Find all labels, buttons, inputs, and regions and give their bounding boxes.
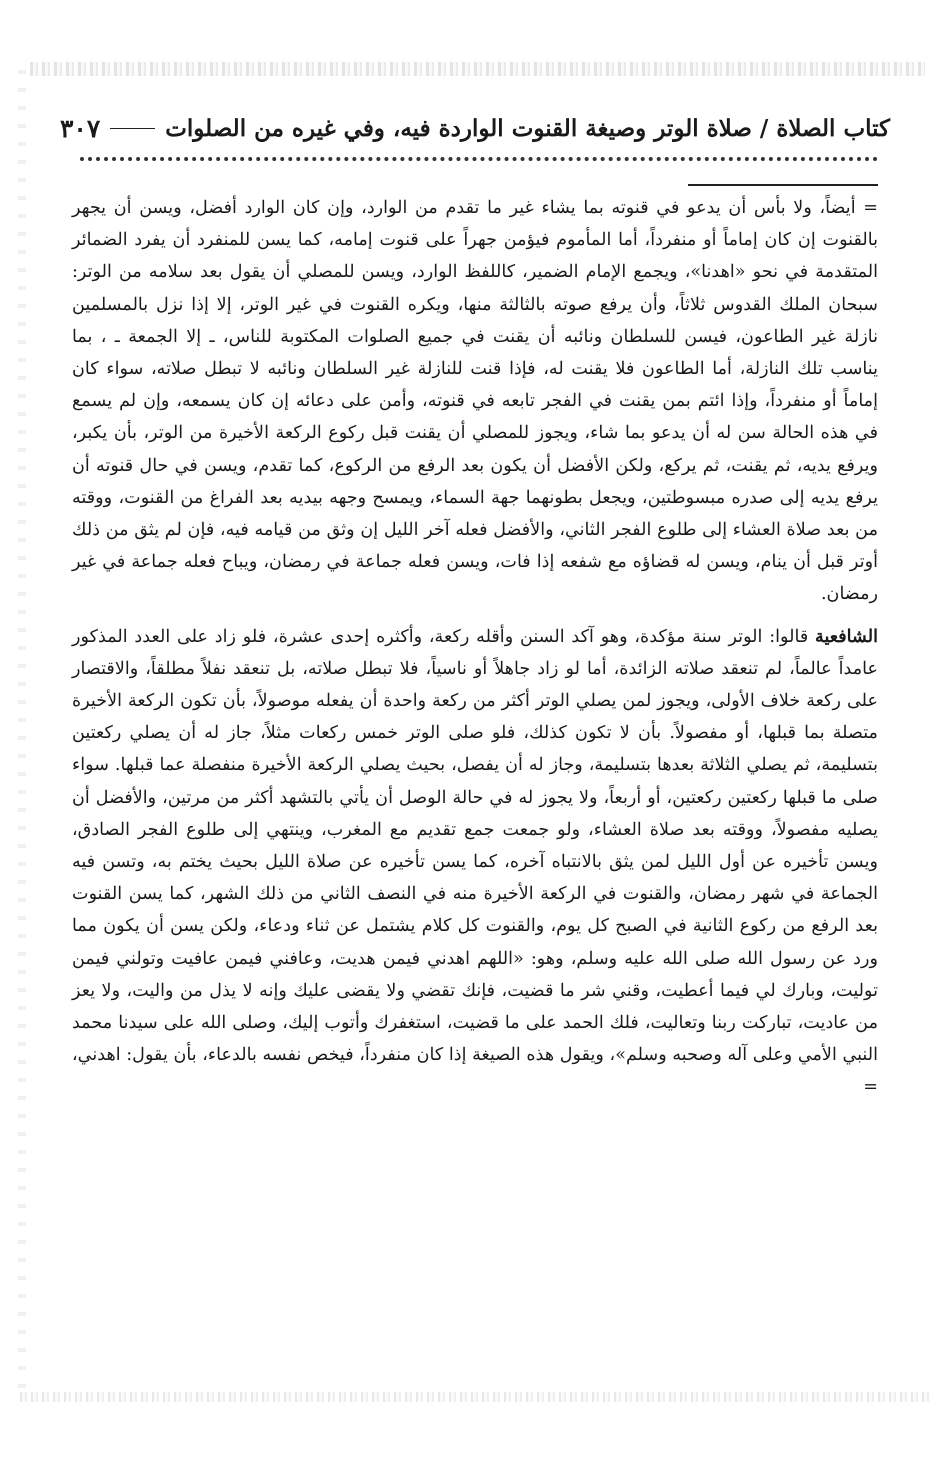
scan-noise-top: [30, 62, 925, 76]
footnote-rule: [688, 184, 878, 186]
page-header: [60, 108, 890, 148]
paragraph-text: قالوا: الوتر سنة مؤكدة، وهو آكد السنن وأقله ركعة، وأكثره إحدى عشرة، فلو زاد على العدد المذكور عامداً عالماً، لم تنعقد صلاته الزائدة، أما لو زاد جاهلاً أو ناسياً، فلا تبطل صلاته، بل تنعقد نفلاً مطلقاً، والاقتصار على ركعة خلاف الأولى، ويجوز لمن يصلي الوتر أكثر من ركعة واحدة أن يفعله موصولاً، بأن تكون الركعة الأخيرة متصلة بما قبلها، أو مفصولاً. بأن لا تكون كذلك، فلو صلى الوتر خمس ركعات مثلاً، جاز له أن يصلي ركعتين بتسليمة، ثم يصلي الثلاثة بعدها بتسليمة، وجاز له أن يفصل، بحيث يصلي الركعة الأخيرة منفصلة عما قبلها. سواء صلى ما قبلها ركعتين ركعتين، أو أربعاً، ولا يجوز له في حالة الوصل أن يأتي بالتشهد أكثر من مرتين، والأفضل أن يصليه مفصولاً، ووقته بعد صلاة العشاء، ولو جمعت جمع تقديم مع المغرب، وينتهي إلى طلوع الفجر الصادق، ويسن تأخيره عن أول الليل لمن يثق بالانتباه آخره، كما يسن تأخيره عن صلاة الليل بحيث يختم به، وتسن فيه الجماعة في شهر رمضان، والقنوت في الركعة الأخيرة منه في النصف الثاني من ذلك الشهر، كما يسن القنوت بعد الرفع من ركوع الثانية في الصبح كل يوم، والقنوت كل كلام يشتمل عن ثناء ودعاء، ولكن يسن أن يكون مما ورد عن رسول الله صلى الله عليه وسلم، وهو: «اللهم اهدني فيمن هديت، وعافني فيمن عافيت وتولني فيمن توليت، وبارك لي فيما أعطيت، وقني شر ما قضيت، فإنك تقضي ولا يقضى عليك وإنه لا يذل من واليت، ولا يعز من عاديت، تباركت ربنا وتعاليت، فلك الحمد على ما قضيت، استغفرك وأتوب إليك، وصلى الله على سيدنا محمد النبي الأمي وعلى آله وصحبه وسلم»، ويقول هذه الصيغة إذا كان منفرداً، فيخص نفسه بالدعاء، بأن يقول: اهدني، =: [72, 626, 878, 1098]
paragraph-continuation: [72, 192, 878, 611]
footnote-body: [72, 192, 878, 1104]
page-number: ٣٠٧: [60, 113, 101, 143]
paragraph-shafii: [72, 621, 878, 1104]
scan-noise-bottom: [20, 1392, 930, 1402]
dotted-separator: [80, 157, 878, 161]
paragraph-text: = أيضاً، ولا بأس أن يدعو في قنوته بما يشاء غير ما تقدم من الوارد، وإن كان الوارد أفضل، ويسن أن يجهر بالقنوت إن كان إماماً أو منفرداً، أما المأموم فيؤمن جهراً على قنوت إمامه، كما يسن للمنفرد أن يفرد الضمائر المتقدمة في نحو «اهدنا»، ويجمع الإمام الضمير، كاللفظ الوارد، ويسن للمصلي أن يقول بعد سلامه من الوتر: سبحان الملك القدوس ثلاثاً، وأن يرفع صوته بالثالثة منها، ويكره القنوت في غير الوتر، إلا إذا نزل بالمسلمين نازلة غير الطاعون، فيسن للسلطان ونائبه أن يقنت في جميع الصلوات المكتوبة للناس، ـ إلا الجمعة ـ ، بما يناسب تلك النازلة، أما الطاعون فلا يقنت له، فإذا قنت للنازلة غير السلطان ونائبه لا تبطل صلاته، سواء كان إماماً أو منفرداً، وإذا ائتم بمن يقنت في الفجر تابعه في قنوته، وأمن على دعائه إن كان يسمعه، وإن لم يسمع في هذه الحالة سن له أن يدعو بما شاء، ويجوز للمصلي أن يقنت قبل ركوع الركعة الأخيرة من الوتر، بأن يكبر، ويرفع يديه، ثم يقنت، ثم يركع، ولكن الأفضل أن يكون بعد الرفع من الركوع، كما تقدم، ويسن في حال قنوته أن يرفع يديه إلى صدره مبسوطتين، ويجعل بطونهما جهة السماء، ويمسح وجهه بيديه بعد الفراغ من القنوت، ووقته من بعد صلاة العشاء إلى طلوع الفجر الثاني، والأفضل فعله آخر الليل إن وثق من قيامه فيه، فإن لم يثق من ذلك أوتر قبل أن ينام، ويسن له قضاؤه مع شفعه إذا فات، ويسن فعله جماعة في رمضان، ويباح فعله جماعة في غير رمضان.: [72, 198, 878, 605]
school-name-lead: الشافعية: [815, 625, 878, 647]
header-dash-rule: [110, 128, 155, 129]
running-title: كتاب الصلاة / صلاة الوتر وصيغة القنوت الواردة فيه، وفي غيره من الصلوات: [165, 114, 890, 142]
scan-noise-left-edge: [18, 70, 26, 1390]
